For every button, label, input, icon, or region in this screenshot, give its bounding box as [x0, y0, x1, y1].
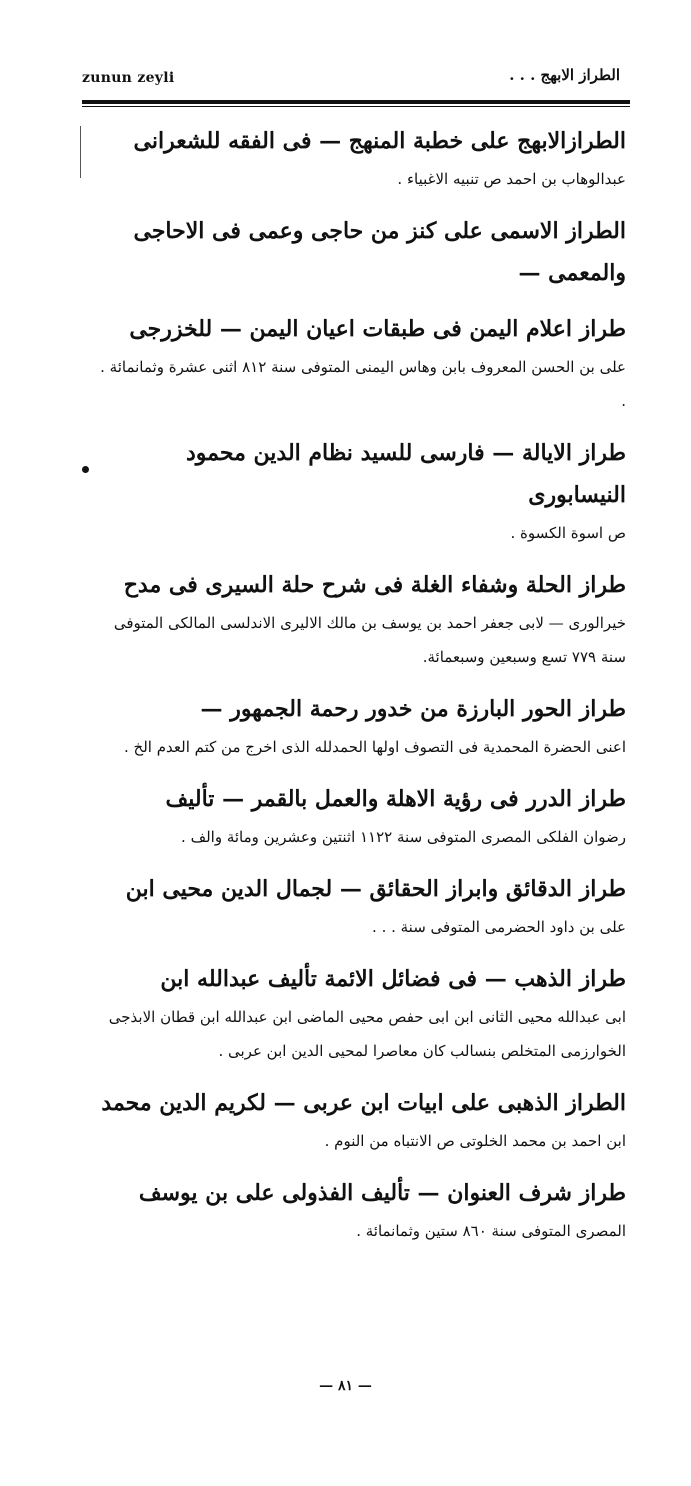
entry-detail: ابن احمد بن محمد الخلوتى ص الانتباه من النوم .: [324, 1132, 626, 1150]
entry-detail: المصرى المتوفى سنة ٨٦٠ ستين وثمانمائة .: [356, 1222, 626, 1240]
entry: [100, 1082, 626, 1158]
header-left-text: zunun zeyli: [82, 70, 175, 86]
entry-title: طراز الحور البارزة من خدور رحمة الجمهور —: [200, 696, 626, 722]
entry: [100, 432, 626, 550]
entry-detail: رضوان الفلكى المصرى المتوفى سنة ١١٢٢ اثنتين وعشرين ومائة والف .: [181, 828, 626, 846]
entry-detail: على بن الحسن المعروف بابن وهاس اليمنى المتوفى سنة ٨١٢ اثنى عشرة وثمانمائة . .: [100, 358, 626, 410]
entry-detail: خيرالورى — لابى جعفر احمد بن يوسف بن مالك الاليرى الاندلسى المالكى المتوفى سنة ٧٧٩ تسع وسبعين وسبعمائة.: [113, 614, 626, 666]
entry-title: طراز الدرر فى رؤية الاهلة والعمل بالقمر — تأليف: [165, 786, 626, 812]
entry: [100, 308, 626, 418]
entry-detail: اعنى الحضرة المحمدية فى التصوف اولها الحمدلله الذى اخرج من كتم العدم الخ .: [124, 738, 626, 756]
entries-list: [100, 120, 626, 1262]
entry-title: طراز الايالة — فارسى للسيد نظام الدين محمود النيسابورى: [186, 440, 626, 508]
entry-title: طراز الذهب — فى فضائل الائمة تأليف عبدالله ابن: [160, 966, 626, 992]
entry: [100, 210, 626, 294]
entry: [100, 778, 626, 854]
entry-detail: ابى عبدالله محيى الثانى ابن ابى حفص محيى الماضى ابن عبدالله ابن قطان الابذجى الخوارزمى المتخلص بنسالب كان معاصرا لمحيى الدين ابن عربى .: [108, 1008, 626, 1060]
entry-detail: على بن داود الحضرمى المتوفى سنة . . .: [372, 918, 626, 936]
entry-title: طراز الحلة وشفاء الغلة فى شرح حلة السيرى فى مدح: [123, 572, 626, 598]
header-rule-thick: [82, 100, 630, 104]
entry: [100, 868, 626, 944]
entry: [100, 564, 626, 674]
page-number: — ٨١ —: [319, 1378, 372, 1394]
entry: [100, 120, 626, 196]
entry: [100, 1172, 626, 1248]
entry-detail: عبدالوهاب بن احمد ص تنبيه الاغبياء .: [397, 170, 626, 188]
header-rule-thin: [82, 106, 630, 107]
entry: [100, 958, 626, 1068]
entry-title: طراز شرف العنوان — تأليف الفذولى على بن يوسف: [138, 1180, 626, 1206]
ink-dot: [82, 466, 89, 473]
entry-title: طراز اعلام اليمن فى طبقات اعيان اليمن — للخزرجى: [129, 316, 626, 342]
entry-title: الطرازالابهج على خطبة المنهج — فى الفقه للشعرانى: [133, 128, 626, 154]
entry-detail: ص اسوة الكسوة .: [510, 524, 626, 542]
entry-title: الطراز الذهبى على ابيات ابن عربى — لكريم الدين محمد: [101, 1090, 626, 1116]
margin-mark: [80, 126, 81, 178]
entry: [100, 688, 626, 764]
entry-title: طراز الدقائق وابراز الحقائق — لجمال الدين محيى ابن: [125, 876, 626, 902]
entry-title: الطراز الاسمى على كنز من حاجى وعمى فى الاحاجى والمعمى —: [133, 218, 626, 286]
header-right-text: الطراز الابهج . . .: [509, 66, 620, 84]
